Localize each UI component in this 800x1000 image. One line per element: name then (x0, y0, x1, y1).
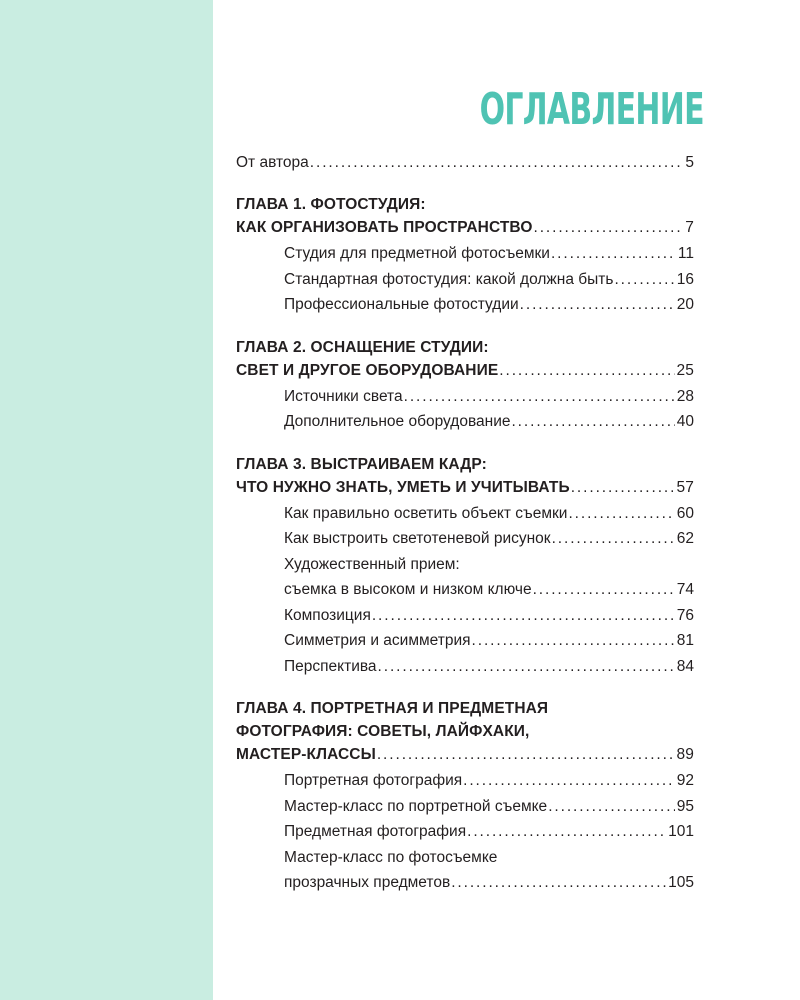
chapter-heading-line (236, 697, 694, 720)
toc-page-number: 95 (676, 797, 694, 815)
toc-page-number: 25 (676, 361, 694, 379)
toc-page-number: 16 (676, 270, 694, 288)
dot-leader (310, 150, 684, 175)
dot-leader (451, 870, 666, 896)
toc-page-number: 76 (676, 606, 694, 624)
chapter-heading-line[interactable] (236, 476, 694, 499)
toc-section-list (236, 501, 694, 680)
dot-leader (571, 476, 675, 499)
chapter-heading-text: ГЛАВА 4. ПОРТРЕТНАЯ И ПРЕДМЕТНАЯ (236, 700, 549, 717)
chapter-heading-line (236, 336, 694, 359)
toc-entry[interactable] (236, 501, 694, 527)
chapter-heading-text: ГЛАВА 3. ВЫСТРАИВАЕМ КАДР: (236, 455, 487, 473)
toc-page-number: 89 (676, 746, 694, 763)
toc-entry[interactable] (236, 526, 694, 552)
toc-entry[interactable] (236, 870, 694, 896)
chapter-heading-line (236, 720, 694, 743)
dot-leader (377, 743, 675, 766)
dot-leader (520, 292, 675, 318)
toc-entry[interactable] (236, 150, 694, 175)
toc-entry[interactable] (236, 384, 694, 410)
toc-entry-label: Предметная фотография (284, 823, 467, 840)
dot-leader (551, 241, 676, 267)
toc-entry-label: Мастер-класс по фотосъемке (284, 848, 498, 866)
dot-leader (511, 409, 674, 435)
toc-page-number: 11 (677, 245, 694, 262)
toc-entry (236, 845, 694, 871)
toc-page-number: 40 (676, 413, 694, 430)
toc-page-number: 5 (685, 154, 694, 171)
toc-intro (236, 150, 694, 175)
toc-entry-label: Дополнительное оборудование (284, 413, 511, 430)
chapter-heading-line (236, 193, 694, 216)
chapter-heading-line[interactable] (236, 743, 694, 766)
dot-leader (463, 768, 675, 794)
chapter-heading-line[interactable] (236, 359, 694, 382)
dot-leader (548, 794, 675, 820)
toc-entry-label: прозрачных предметов (284, 874, 451, 891)
toc-entry[interactable] (236, 654, 694, 680)
chapter-heading-text: ГЛАВА 1. ФОТОСТУДИЯ: (236, 196, 426, 213)
dot-leader (404, 384, 675, 410)
toc-entry-label: Симметрия и асимметрия (284, 632, 471, 649)
dot-leader (472, 628, 675, 654)
toc-entry[interactable] (236, 768, 694, 794)
toc-page-number: 84 (676, 657, 694, 675)
toc-chapter (236, 453, 694, 680)
dot-leader (533, 577, 675, 603)
dot-leader (378, 654, 675, 680)
side-color-band (0, 0, 213, 1000)
toc-page-number: 20 (676, 296, 694, 313)
toc-section-list (236, 384, 694, 435)
toc-page-number: 28 (676, 387, 694, 405)
toc-entry-label: Профессиональные фотостудии (284, 296, 519, 313)
toc-page-number: 74 (676, 581, 694, 598)
dot-leader (499, 359, 674, 382)
chapter-heading-text: СВЕТ И ДРУГОЕ ОБОРУДОВАНИЕ (236, 361, 499, 379)
chapter-heading-text: ЧТО НУЖНО ЗНАТЬ, УМЕТЬ И УЧИТЫВАТЬ (236, 478, 570, 496)
toc-entry-label: Студия для предметной фотосъемки (284, 245, 550, 262)
chapter-heading-line[interactable] (236, 216, 694, 239)
dot-leader (552, 526, 675, 552)
chapter-heading-text: КАК ОРГАНИЗОВАТЬ ПРОСТРАНСТВО (236, 219, 533, 236)
dot-leader (467, 819, 666, 845)
toc-page-number: 92 (676, 772, 694, 789)
toc-entry-label: Как правильно осветить объект съемки (284, 504, 568, 522)
toc-entry[interactable] (236, 292, 694, 318)
toc-entry-label: Как выстроить светотеневой рисунок (284, 530, 551, 547)
toc-entry-label: Перспектива (284, 657, 377, 675)
toc-page-number: 62 (676, 530, 694, 547)
page-title: ОГЛАВЛЕНИЕ (479, 84, 704, 135)
dot-leader (614, 267, 674, 293)
toc-chapter (236, 697, 694, 896)
toc-entry-label: съемка в высоком и низком ключе (284, 581, 532, 598)
toc-entry-label: Композиция (284, 606, 371, 624)
chapter-heading-line (236, 453, 694, 476)
toc-entry[interactable] (236, 241, 694, 267)
toc-entry[interactable] (236, 628, 694, 654)
dot-leader (533, 216, 683, 239)
toc-chapter (236, 336, 694, 435)
toc-page-number: 57 (676, 478, 694, 496)
toc-chapters (236, 193, 694, 896)
toc-entry[interactable] (236, 409, 694, 435)
toc-page-number: 7 (685, 219, 694, 236)
toc-page-number: 81 (676, 632, 694, 649)
toc-entry-label: Источники света (284, 387, 403, 405)
toc-entry (236, 552, 694, 578)
toc-chapter (236, 193, 694, 318)
chapter-heading-text: ФОТОГРАФИЯ: СОВЕТЫ, ЛАЙФХАКИ, (236, 723, 530, 740)
toc-page-number: 101 (668, 823, 694, 840)
toc-entry-label: Художественный прием: (284, 555, 460, 573)
chapter-heading-text: ГЛАВА 2. ОСНАЩЕНИЕ СТУДИИ: (236, 338, 489, 356)
toc-page-number: 60 (676, 504, 694, 522)
toc-entry[interactable] (236, 267, 694, 293)
toc-entry-label: От автора (236, 154, 309, 171)
chapter-heading-text: МАСТЕР-КЛАССЫ (236, 746, 376, 763)
toc-entry[interactable] (236, 603, 694, 629)
toc-entry[interactable] (236, 794, 694, 820)
toc-entry[interactable] (236, 819, 694, 845)
toc-section-list (236, 768, 694, 896)
toc-section-list (236, 241, 694, 318)
dot-leader (372, 603, 675, 629)
table-of-contents (236, 150, 694, 896)
toc-page-number: 105 (668, 874, 694, 891)
toc-entry-label: Мастер-класс по портретной съемке (284, 797, 548, 815)
dot-leader (568, 501, 674, 527)
toc-entry[interactable] (236, 577, 694, 603)
toc-entry-label: Стандартная фотостудия: какой должна быть (284, 270, 614, 288)
toc-entry-label: Портретная фотография (284, 772, 463, 789)
